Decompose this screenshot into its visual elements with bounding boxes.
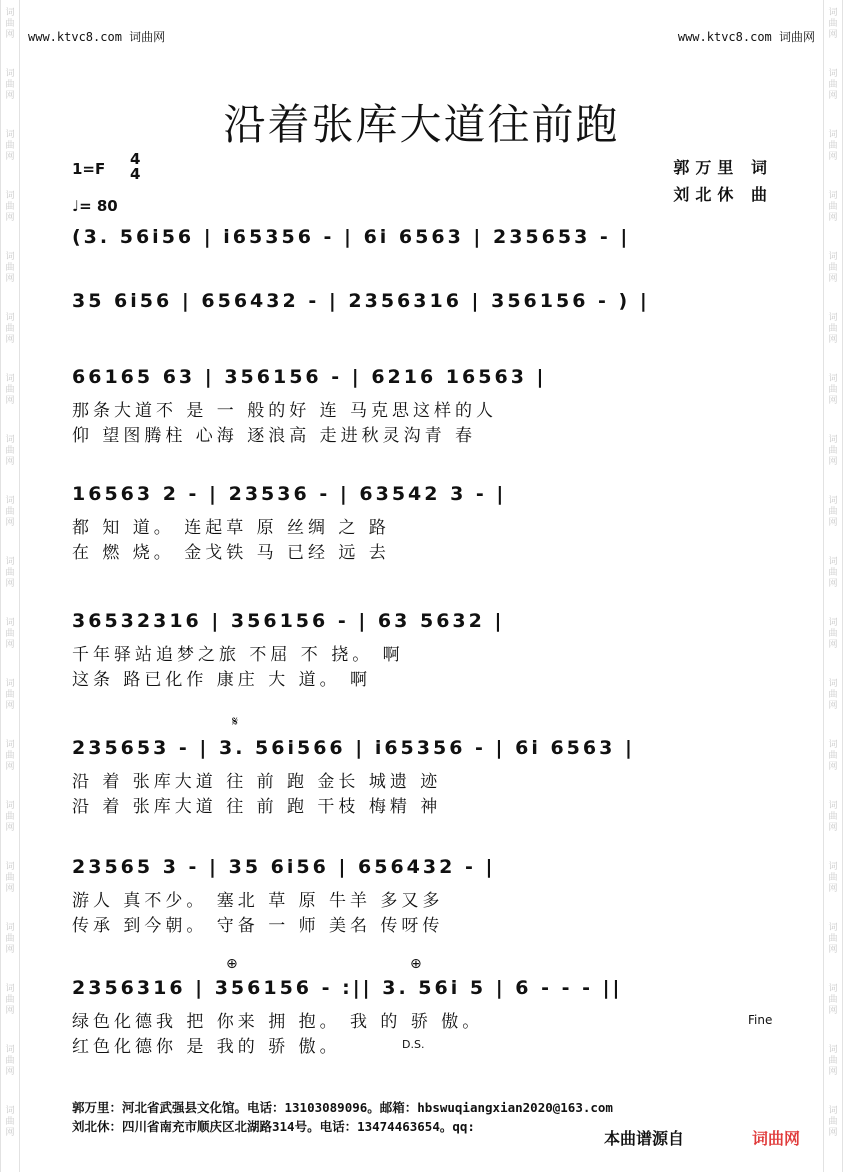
right-watermark-strip xyxy=(823,0,843,1172)
song-title: 沿着张库大道往前跑 xyxy=(223,100,620,149)
site-url-left[interactable]: www.ktvc8.com 词曲网 xyxy=(28,30,166,44)
lyric-line: 都 知 道。 连起草 原 丝绸 之 路 xyxy=(72,518,390,538)
watermark-glyph: 词曲网 xyxy=(5,557,15,589)
lyric-line: 这条 路已化作 康庄 大 道。 啊 xyxy=(72,670,372,690)
watermark-glyph: 词曲网 xyxy=(5,679,15,711)
watermark-glyph: 词曲网 xyxy=(828,191,838,223)
lyricist-credit: 郭万里 词 xyxy=(673,158,773,177)
watermark-glyph: 词曲网 xyxy=(828,862,838,894)
lyric-line: 传承 到今朝。 守备 一 师 美名 传呀传 xyxy=(72,916,444,936)
watermark-glyph: 词曲网 xyxy=(828,1045,838,1077)
notation-line: 16563 2 - | 23536 - | 63542 3 - | xyxy=(72,483,507,505)
watermark-glyph: 词曲网 xyxy=(5,862,15,894)
time-signature xyxy=(130,152,140,182)
watermark-glyph: 词曲网 xyxy=(5,130,15,162)
watermark-glyph: 词曲网 xyxy=(828,618,838,650)
lyric-line: 游人 真不少。 塞北 草 原 牛羊 多又多 xyxy=(72,891,444,911)
notation-line: 66165 63 | 356156 - | 6216 16563 | xyxy=(72,366,547,388)
watermark-glyph: 词曲网 xyxy=(5,740,15,772)
watermark-glyph: 词曲网 xyxy=(828,1106,838,1138)
source-label: 本曲谱源自 xyxy=(604,1129,685,1148)
watermark-glyph: 词曲网 xyxy=(5,1045,15,1077)
notation-line: 36532316 | 356156 - | 63 5632 | xyxy=(72,610,505,632)
watermark-glyph: 词曲网 xyxy=(5,191,15,223)
brand-logo-text[interactable]: 词曲网 xyxy=(752,1129,801,1148)
watermark-glyph: 词曲网 xyxy=(5,618,15,650)
fine-mark: Fine xyxy=(748,1013,773,1027)
notation-line: 2356316 | 356156 - :|| 3. 56i 5 | 6 - - - || xyxy=(72,977,623,999)
watermark-glyph: 词曲网 xyxy=(828,313,838,345)
coda-sign: ⊕ xyxy=(226,956,238,972)
lyric-line: 沿 着 张库大道 往 前 跑 干枝 梅精 神 xyxy=(72,797,442,817)
watermark-glyph: 词曲网 xyxy=(5,923,15,955)
watermark-glyph: 词曲网 xyxy=(5,8,15,40)
watermark-glyph: 词曲网 xyxy=(828,740,838,772)
watermark-glyph: 词曲网 xyxy=(5,435,15,467)
watermark-glyph: 词曲网 xyxy=(828,435,838,467)
watermark-glyph: 词曲网 xyxy=(5,496,15,528)
watermark-glyph: 词曲网 xyxy=(5,984,15,1016)
segno-sign: 𝄋 xyxy=(232,714,239,730)
watermark-glyph: 词曲网 xyxy=(5,313,15,345)
footer-lyricist-contact: 郭万里：河北省武强县文化馆。电话：13103089096。邮箱：hbswuqiangxian2020@163.com xyxy=(72,1100,613,1115)
footer-composer-contact: 刘北休：四川省南充市顺庆区北湖路314号。电话：13474463654。qq: xyxy=(72,1119,475,1134)
time-denominator: 4 xyxy=(130,165,141,183)
composer-credit: 刘北休 曲 xyxy=(673,185,773,204)
notation-line: 35 6i56 | 656432 - | 2356316 | 356156 - ) | xyxy=(72,290,650,312)
notation-line: 235653 - | 3. 56i566 | i65356 - | 6i 6563 | xyxy=(72,737,635,759)
watermark-glyph: 词曲网 xyxy=(5,374,15,406)
lyric-line: 那条大道不 是 一 般的好 连 马克思这样的人 xyxy=(72,401,498,421)
watermark-glyph: 词曲网 xyxy=(828,69,838,101)
tempo-mark: ♩= 80 xyxy=(72,197,118,215)
lyric-line: 在 燃 烧。 金戈铁 马 已经 远 去 xyxy=(72,543,390,563)
time-numerator: 4 xyxy=(130,150,141,168)
watermark-glyph: 词曲网 xyxy=(5,801,15,833)
watermark-glyph: 词曲网 xyxy=(828,984,838,1016)
watermark-glyph: 词曲网 xyxy=(828,557,838,589)
coda-sign-2: ⊕ xyxy=(410,956,422,972)
key-signature: 1=F xyxy=(72,160,106,178)
watermark-glyph: 词曲网 xyxy=(828,252,838,284)
watermark-glyph: 词曲网 xyxy=(5,69,15,101)
lyric-line: 绿色化德我 把 你来 拥 抱。 我 的 骄 傲。 xyxy=(72,1012,484,1032)
notation-line: (3. 56i56 | i65356 - | 6i 6563 | 235653 - | xyxy=(72,226,631,248)
watermark-glyph: 词曲网 xyxy=(828,923,838,955)
watermark-glyph: 词曲网 xyxy=(828,374,838,406)
lyric-line: 红色化德你 是 我的 骄 傲。 xyxy=(72,1037,341,1057)
watermark-glyph: 词曲网 xyxy=(828,679,838,711)
watermark-glyph: 词曲网 xyxy=(828,801,838,833)
watermark-glyph: 词曲网 xyxy=(828,496,838,528)
site-url-right[interactable]: www.ktvc8.com 词曲网 xyxy=(677,30,815,44)
watermark-glyph: 词曲网 xyxy=(828,8,838,40)
notation-line: 23565 3 - | 35 6i56 | 656432 - | xyxy=(72,856,496,878)
watermark-glyph: 词曲网 xyxy=(828,130,838,162)
left-watermark-strip xyxy=(0,0,20,1172)
watermark-glyph: 词曲网 xyxy=(5,1106,15,1138)
ds-mark: D.S. xyxy=(402,1038,425,1051)
lyric-line: 千年驿站追梦之旅 不屈 不 挠。 啊 xyxy=(72,645,404,665)
watermark-glyph: 词曲网 xyxy=(5,252,15,284)
lyric-line: 仰 望图腾柱 心海 逐浪高 走进秋灵沟青 春 xyxy=(72,426,477,446)
lyric-line: 沿 着 张库大道 往 前 跑 金长 城遗 迹 xyxy=(72,772,442,792)
